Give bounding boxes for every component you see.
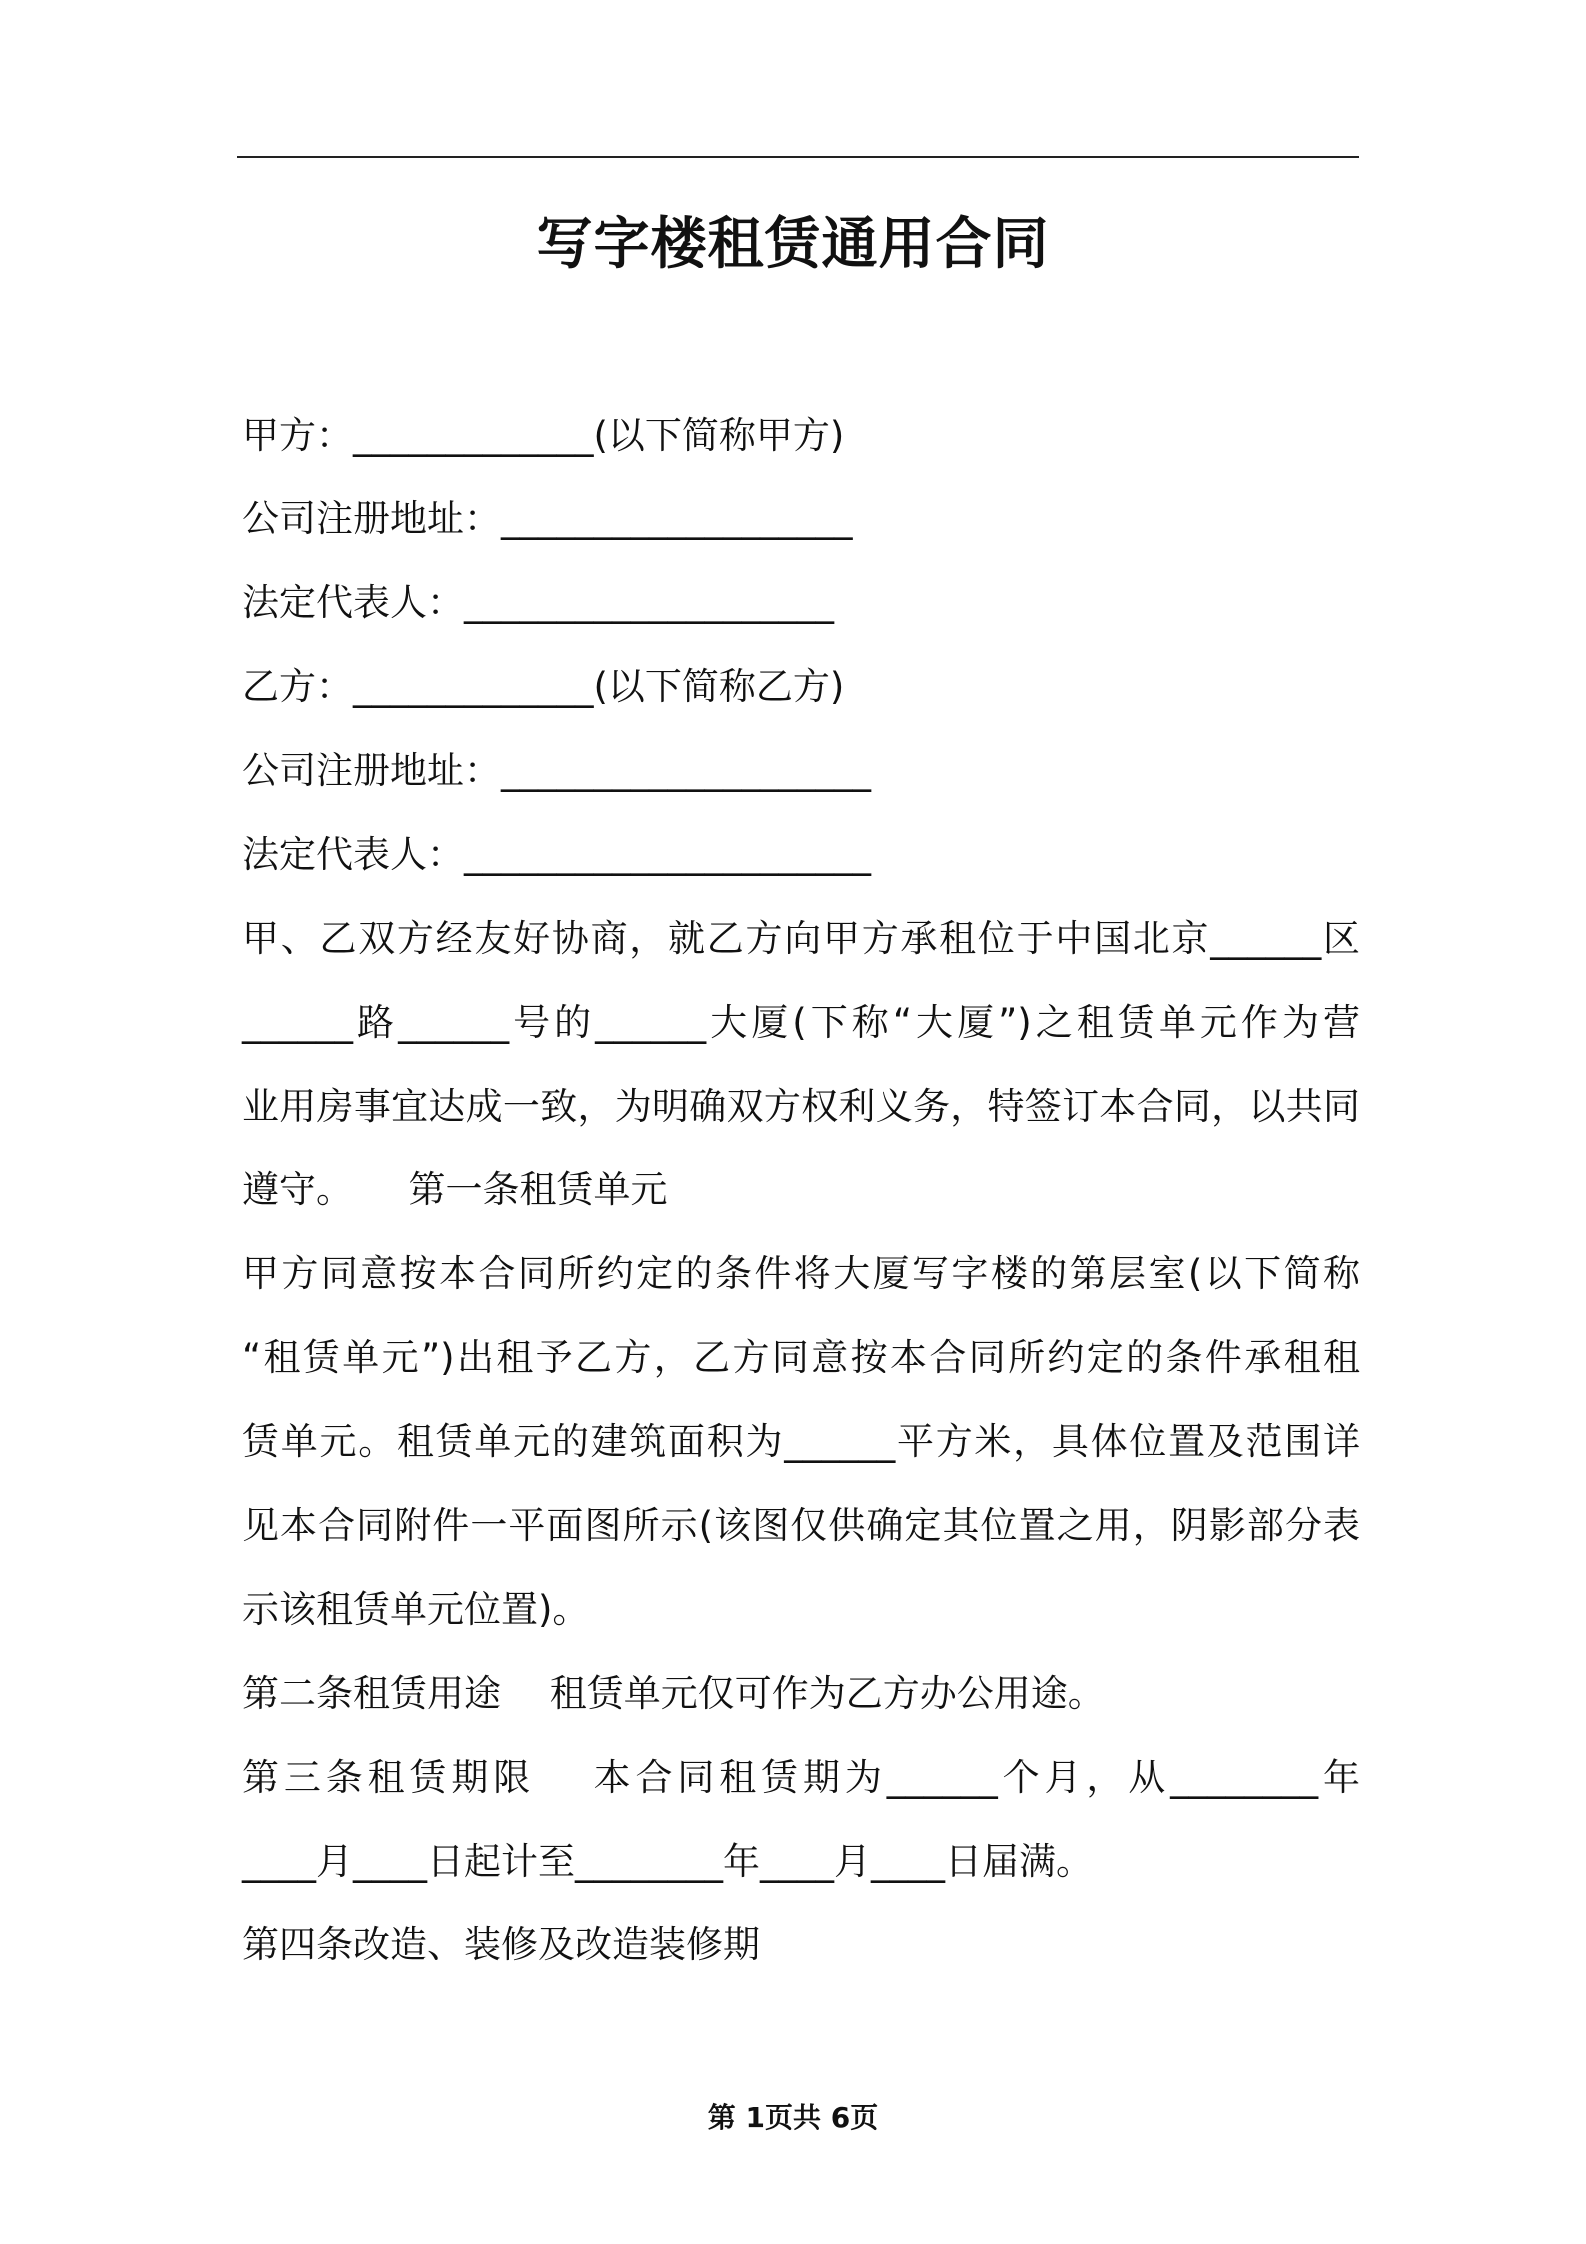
article-2-line: 第二条租赁用途 租赁单元仅可作为乙方办公用途。: [242, 1672, 1105, 1715]
preamble-line-2: ______路______号的______大厦(下称“大厦”)之租赁单元作为营: [242, 1001, 1360, 1044]
party-b-address-line: 公司注册地址：____________________: [242, 749, 871, 792]
preamble-line-3: 业用房事宜达成一致，为明确双方权利义务，特签订本合同，以共同: [242, 1085, 1360, 1128]
article-4-heading: 第四条改造、装修及改造装修期: [242, 1923, 760, 1966]
document-title: 写字楼租赁通用合同: [536, 212, 1050, 277]
article-1-line-5: 示该租赁单元位置)。: [242, 1588, 590, 1631]
article-1-line-3: 赁单元。租赁单元的建筑面积为______平方米，具体位置及范围详: [242, 1420, 1360, 1463]
article-1-line-2: “租赁单元”)出租予乙方，乙方同意按本合同所约定的条件承租租: [242, 1336, 1360, 1379]
party-b-representative-line: 法定代表人：______________________: [242, 833, 871, 876]
article-3-line-1: 第三条租赁期限 本合同租赁期为______个月，从________年: [242, 1756, 1360, 1799]
party-b-line: 乙方：_____________(以下简称乙方): [242, 665, 845, 708]
party-a-address-line: 公司注册地址：___________________: [242, 497, 853, 540]
article-1-line-4: 见本合同附件一平面图所示(该图仅供确定其位置之用，阴影部分表: [242, 1504, 1360, 1547]
header-rule: [237, 156, 1359, 158]
preamble-line-1: 甲、乙双方经友好协商，就乙方向甲方承租位于中国北京______区: [242, 917, 1360, 960]
preamble-line-4: 遵守。 第一条租赁单元: [242, 1168, 668, 1211]
party-a-line: 甲方：_____________(以下简称甲方): [242, 414, 845, 457]
article-3-line-2: ____月____日起计至________年____月____日届满。: [242, 1840, 1093, 1883]
page-number: 第 1页共 6页: [707, 2101, 879, 2134]
article-1-line-1: 甲方同意按本合同所约定的条件将大厦写字楼的第层室(以下简称: [242, 1252, 1360, 1295]
party-a-representative-line: 法定代表人：____________________: [242, 581, 834, 624]
